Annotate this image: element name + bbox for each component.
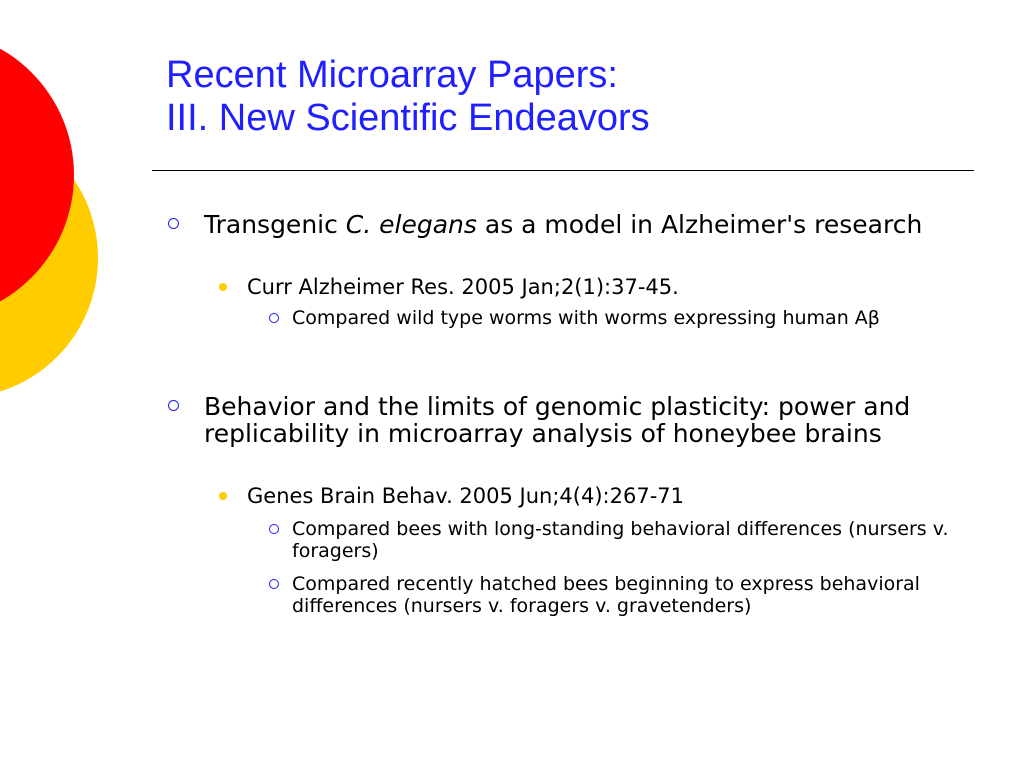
note-item-2-1 [292, 518, 972, 562]
item-1-text-pre: Transgenic [204, 210, 346, 239]
title-line-1: Recent Microarray Papers: [166, 54, 618, 96]
title-divider [152, 170, 974, 171]
item-1-text-post: as a model in Alzheimer's research [476, 210, 923, 239]
hollow-circle-bullet-icon [269, 524, 279, 534]
hollow-circle-bullet-icon [168, 400, 179, 411]
note-1-1-text: Compared wild type worms with worms expressing human Aβ [292, 307, 880, 329]
item-2-text: Behavior and the limits of genomic plasticity: power and replicability in microarray analysis of honeybee brains [204, 392, 911, 448]
yellow-dot-bullet-icon [219, 283, 227, 291]
note-item-2-2 [292, 573, 972, 617]
hollow-circle-bullet-icon [168, 218, 179, 229]
note-2-2-text: Compared recently hatched bees beginning to express behavioral differences (nursers v. foragers v. gravetenders) [292, 573, 920, 617]
yellow-dot-bullet-icon [219, 492, 227, 500]
bullet-item-1 [204, 211, 964, 238]
citation-item-2 [247, 484, 967, 508]
hollow-circle-bullet-icon [269, 579, 279, 589]
item-1-text-italic: C. elegans [345, 210, 477, 239]
note-2-1-text: Compared bees with long-standing behavioral differences (nursers v. foragers) [292, 518, 949, 562]
citation-item-1 [247, 275, 967, 299]
citation-2-text: Genes Brain Behav. 2005 Jun;4(4):267-71 [247, 484, 684, 508]
title-line-2: III. New Scientific Endeavors [166, 97, 650, 139]
hollow-circle-bullet-icon [269, 313, 279, 323]
citation-1-text: Curr Alzheimer Res. 2005 Jan;2(1):37-45. [247, 275, 679, 299]
note-item-1-1 [292, 307, 972, 329]
bullet-item-2 [204, 393, 964, 447]
slide-title [166, 54, 650, 140]
